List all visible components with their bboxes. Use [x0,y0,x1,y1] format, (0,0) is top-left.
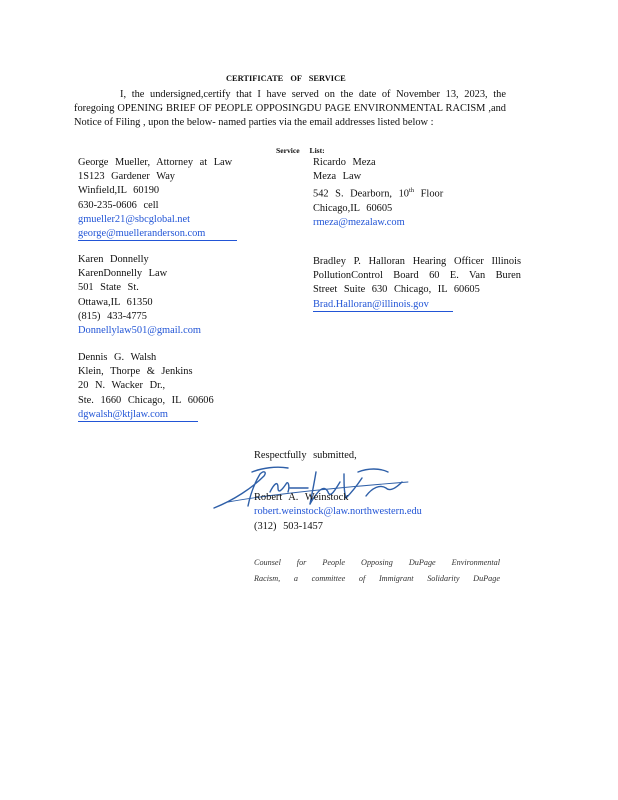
party-line: Klein, Thorpe & Jenkins [78,366,193,378]
signer-phone: (312) 503-1457 [254,520,323,532]
party-line: Dennis G. Walsh [78,352,157,363]
email-link[interactable]: dgwalsh@ktjlaw.com [78,409,198,422]
signature-block [254,449,422,534]
party-line: Karen Donnelly [78,254,149,265]
closing-text: Respectfully submitted, [254,450,357,461]
certificate-title: CERTIFICATE OF SERVICE [226,74,346,83]
party-line: 630-235-0606 cell [78,199,159,211]
party-line: Ottawa,IL 61350 [78,296,153,308]
party-address-line: 542 S. Dearborn, 10th Floor [313,187,444,200]
party-line: Street Suite 630 Chicago, IL 60605 [313,284,480,296]
party-line: Bradley P. Halloran Hearing Officer Illinois [313,256,521,267]
email-link[interactable]: Donnellylaw501@gmail.com [78,325,201,337]
party-halloran [313,255,521,312]
party-line: George Mueller, Attorney at Law [78,157,233,168]
email-link[interactable]: rmeza@mezalaw.com [313,217,405,229]
party-line: Meza Law [313,171,362,183]
counsel-line: Counsel for People Opposing DuPage Environmental [254,558,500,567]
party-line: 501 State St. [78,282,139,294]
party-line: Ste. 1660 Chicago, IL 60606 [78,394,214,406]
email-link[interactable]: george@muelleranderson.com [78,228,237,241]
party-meza [313,156,443,230]
intro-text: I, the undersigned,certify that I have served on the date of November 13, 2023, the foregoing OPENING BRIEF OF PEOPLE OPPOSINGDU PAGE ENVIRONMENTAL RACISM ,and Notice of Filing , upon the below- named parties via the email addresses listed below : [74,89,506,128]
party-line: Chicago,IL 60605 [313,203,393,215]
party-line: (815) 433-4775 [78,310,147,322]
party-walsh [78,351,214,422]
email-link[interactable]: Brad.Halloran@illinois.gov [313,299,453,312]
party-donnelly [78,253,201,338]
party-line: 20 N. Wacker Dr., [78,380,166,392]
counsel-note [254,555,500,586]
party-line: Winfield,IL 60190 [78,185,160,197]
party-line: Ricardo Meza [313,157,376,168]
counsel-line: Racism, a committee of Immigrant Solidarity DuPage [254,573,500,583]
party-line: KarenDonnelly Law [78,268,168,280]
party-line: 1S123 Gardener Way [78,171,175,183]
signer-email-link[interactable]: robert.weinstock@law.northwestern.edu [254,506,422,518]
signer-name: Robert A. Weinstock [254,492,349,504]
email-link[interactable]: gmueller21@sbcglobal.net [78,213,191,225]
service-list-label: Service List: [276,146,325,155]
intro-paragraph [74,88,506,130]
party-line: PollutionControl Board 60 E. Van Buren [313,270,521,282]
party-mueller [78,156,237,241]
